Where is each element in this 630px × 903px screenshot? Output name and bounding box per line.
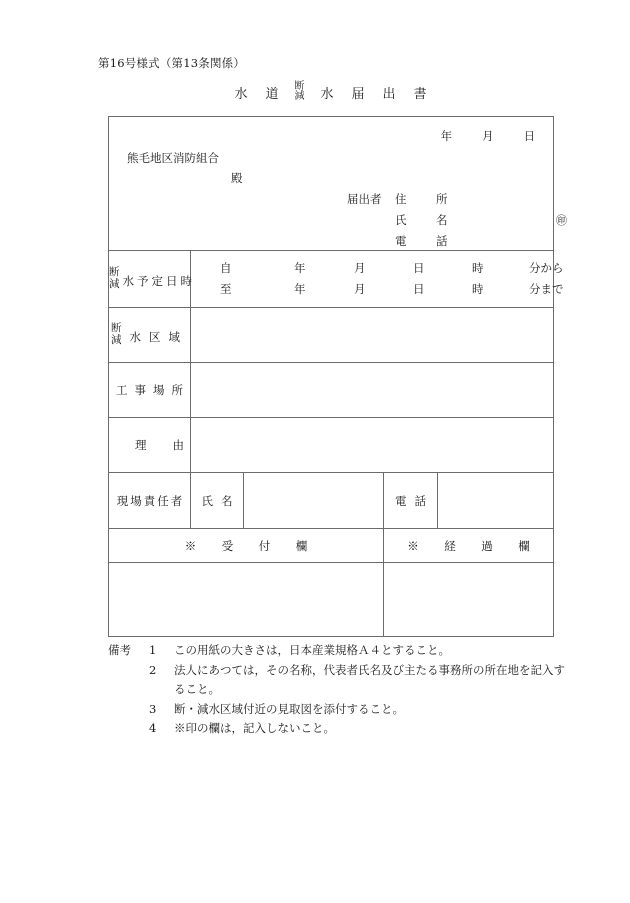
- remark-number-1: 1: [149, 643, 157, 657]
- title-char-4: 届: [351, 86, 365, 102]
- table-row-official-headers: [109, 529, 554, 563]
- title-char-2: 道: [265, 86, 279, 102]
- form-table: [108, 116, 567, 637]
- responsible-tel-value[interactable]: [438, 473, 554, 529]
- remarks-heading: 備考: [108, 643, 131, 657]
- label-area-rest: 水区域: [129, 330, 188, 344]
- schedule-to-month: 月: [354, 282, 366, 296]
- progress-value-cell[interactable]: [384, 563, 554, 637]
- applicant-label: 届出者: [347, 192, 382, 206]
- title-char-5: 出: [382, 86, 396, 102]
- remark-item-1: [108, 641, 578, 661]
- date-line: [109, 128, 535, 144]
- label-area-stacked: [111, 323, 122, 345]
- schedule-to-year: 年: [294, 282, 306, 296]
- remark-number-2: 2: [149, 662, 157, 677]
- label-responsible-tel: [384, 473, 438, 529]
- title-stack-top: 断: [294, 80, 305, 92]
- title-stack-bottom: 減: [294, 90, 305, 102]
- remark-text-2: 法人にあつては，その名称，代表者氏名及び主たる事務所の所在地を記入す: [174, 662, 565, 677]
- date-day-label: 日: [523, 129, 536, 143]
- schedule-to-marker: 至: [220, 282, 232, 296]
- table-row-reason: [109, 418, 554, 473]
- label-receipt-text: ※ 受 付 欄: [184, 538, 315, 553]
- label-responsible-tel-text: 電話: [395, 493, 434, 508]
- remark-number-4: 4: [149, 721, 157, 735]
- table-row-schedule: [109, 251, 554, 308]
- label-reason: [109, 418, 210, 473]
- label-schedule-stacked: [109, 267, 120, 289]
- remark-number-3: 3: [149, 701, 157, 716]
- schedule-from-tail: 分から: [529, 261, 564, 275]
- label-responsible: [109, 473, 191, 529]
- applicant-tel-row: [347, 231, 567, 252]
- table-row-header: [109, 117, 554, 251]
- area-value-cell[interactable]: [191, 308, 554, 363]
- table-row-responsible: [109, 473, 554, 529]
- title-char-6: 書: [413, 86, 427, 102]
- table-row-area: [109, 308, 554, 363]
- label-area-stack-top: 断: [111, 322, 122, 335]
- schedule-to-tail: 分まで: [529, 282, 564, 296]
- schedule-from-marker: 自: [220, 261, 232, 275]
- addressee-honorific: 殿: [231, 171, 243, 185]
- label-site-text: 工事場所: [116, 383, 190, 397]
- remark-item-3: [108, 700, 578, 720]
- table-row-site: [109, 363, 554, 418]
- schedule-to-day: 日: [413, 282, 425, 296]
- remark-text-2-continued: ること。: [174, 682, 220, 696]
- date-year-label: 年: [440, 129, 453, 143]
- label-responsible-name: [191, 473, 244, 529]
- label-schedule-stack-bottom: 減: [109, 277, 120, 290]
- remark-text-3: 断・減水区域付近の見取図を添付すること。: [174, 701, 404, 716]
- schedule-to-hour: 時: [472, 282, 484, 296]
- remark-text-1: この用紙の大きさは，日本産業規格Ａ４とすること。: [174, 643, 450, 657]
- label-area: [109, 308, 191, 363]
- schedule-from-day: 日: [413, 261, 425, 275]
- label-area-stack-bottom: 減: [111, 333, 122, 346]
- label-site: [109, 363, 191, 418]
- label-progress-text: ※ 経 過 欄: [407, 538, 537, 553]
- addressee-organization: 熊毛地区消防組合: [127, 151, 219, 165]
- applicant-address-row: [347, 189, 567, 210]
- label-schedule-rest: 水予定日時: [122, 274, 195, 288]
- header-block: [109, 117, 567, 251]
- date-month-label: 月: [482, 129, 494, 143]
- applicant-name-label: 氏 名: [395, 213, 457, 227]
- label-reason-text: 理由: [135, 438, 210, 452]
- applicant-name-row: [347, 210, 567, 231]
- remark-item-4: [108, 719, 578, 739]
- label-responsible-name-text: 氏名: [201, 493, 241, 508]
- receipt-value-cell[interactable]: [109, 563, 384, 637]
- label-schedule-stack-top: 断: [109, 266, 120, 279]
- schedule-from-hour: 時: [472, 261, 484, 275]
- remarks-block: [108, 641, 578, 739]
- title-char-1: 水: [234, 86, 248, 102]
- title-stacked-dan-gen: [294, 82, 304, 102]
- schedule-value-cell[interactable]: [191, 251, 564, 308]
- applicant-tel-label: 電 話: [395, 234, 457, 248]
- title-char-3: 水: [320, 86, 334, 102]
- schedule-from-year: 年: [294, 261, 306, 275]
- label-progress-column: [384, 529, 554, 563]
- remark-item-2: [108, 661, 578, 681]
- label-responsible-text: 現場責任者: [116, 493, 185, 508]
- label-receipt-column: [109, 529, 384, 563]
- remark-text-4: ※印の欄は，記入しないこと。: [174, 721, 335, 735]
- document-title: [108, 82, 553, 102]
- seal-icon: ㊞: [556, 214, 567, 227]
- label-schedule: [109, 251, 195, 308]
- schedule-to-row: [191, 279, 564, 300]
- applicant-address-label: 住 所: [395, 192, 457, 206]
- responsible-name-value[interactable]: [244, 473, 384, 529]
- applicant-block: [347, 189, 567, 252]
- reason-value-cell[interactable]: [191, 418, 554, 473]
- form-number: 第16号様式（第13条関係）: [98, 56, 246, 70]
- schedule-from-month: 月: [354, 261, 366, 275]
- site-value-cell[interactable]: [191, 363, 554, 418]
- schedule-from-row: [191, 258, 564, 279]
- table-row-official-bodies: [109, 563, 554, 637]
